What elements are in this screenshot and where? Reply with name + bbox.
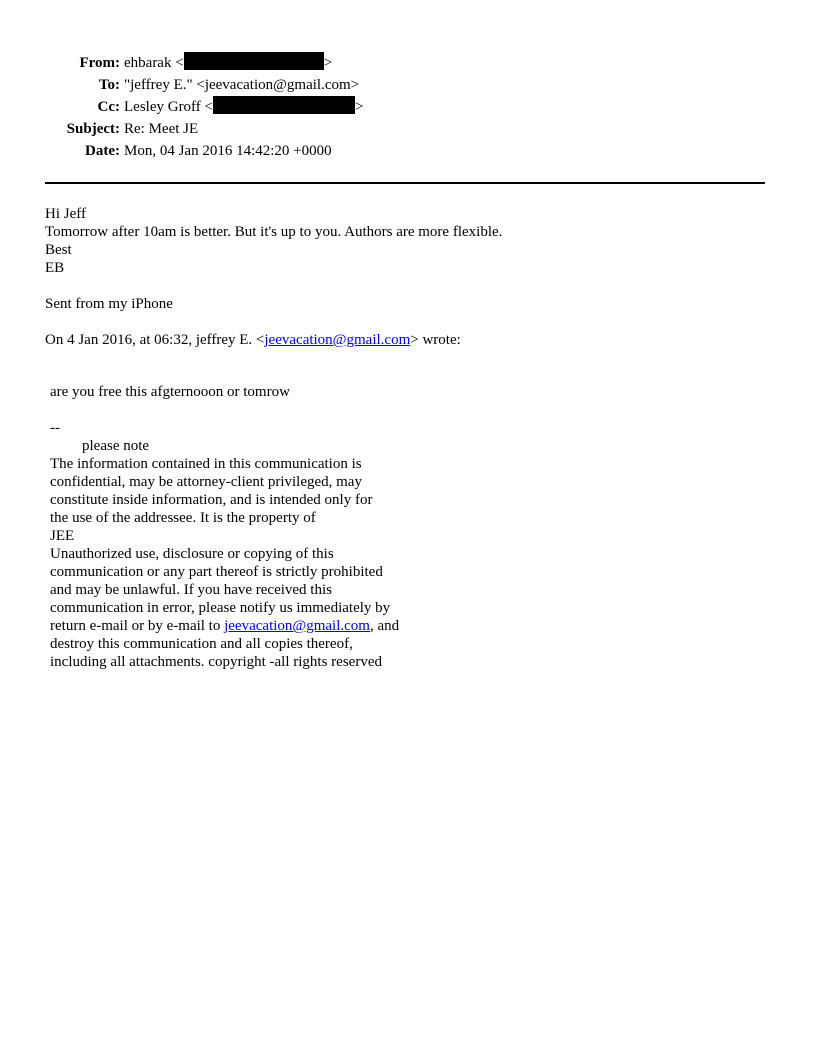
reply-attribution: [45, 331, 502, 349]
subject-value: Re: Meet JE: [124, 121, 199, 137]
reply-suffix: > wrote:: [410, 332, 461, 348]
header-divider: [45, 182, 765, 184]
cc-label: Cc:: [97, 99, 120, 115]
disclaimer-return-line: [50, 617, 399, 635]
disclaimer-line: JEE: [50, 528, 75, 544]
disclaimer-email-link[interactable]: jeevacation@gmail.com: [224, 618, 370, 634]
date-value: Mon, 04 Jan 2016 14:42:20 +0000: [124, 143, 332, 159]
disclaimer-line: destroy this communication and all copies thereof,: [50, 636, 353, 652]
reply-email-link[interactable]: jeevacation@gmail.com: [264, 332, 411, 348]
quoted-question: are you free this afgternooon or tomrow: [50, 384, 290, 400]
return-suffix: , and: [369, 618, 400, 634]
from-value: [124, 52, 363, 74]
signature: EB: [45, 260, 65, 276]
disclaimer-line: Unauthorized use, disclosure or copying of this: [50, 546, 334, 562]
cc-close: >: [355, 99, 364, 115]
please-note: please note: [82, 438, 150, 454]
to-row: [45, 74, 363, 96]
email-header: [45, 52, 363, 162]
quoted-message: [50, 383, 399, 671]
signature-dashes: --: [50, 420, 60, 436]
disclaimer-line: communication in error, please notify us immediately by: [50, 600, 391, 616]
to-value: "jeffrey E." <jeevacation@gmail.com>: [124, 77, 360, 93]
from-name: ehbarak <: [124, 55, 184, 71]
disclaimer-line: including all attachments. copyright -all rights reserved: [50, 654, 382, 670]
disclaimer-line: communication or any part thereof is strictly prohibited: [50, 564, 383, 580]
cc-value: [124, 96, 363, 118]
message-body: [45, 205, 502, 349]
greeting: Hi Jeff: [45, 206, 86, 222]
disclaimer-line: the use of the addressee. It is the property of: [50, 510, 316, 526]
redaction-block: [213, 96, 355, 114]
disclaimer-line: constitute inside information, and is intended only for: [50, 492, 373, 508]
redaction-block: [184, 52, 324, 70]
cc-row: [45, 96, 363, 118]
return-prefix: return e-mail or by e-mail to: [50, 618, 225, 634]
disclaimer-line: The information contained in this communication is: [50, 456, 362, 472]
date-label: Date:: [85, 143, 120, 159]
cc-name: Lesley Groff <: [124, 99, 213, 115]
subject-label: Subject:: [66, 121, 120, 137]
from-row: [45, 52, 363, 74]
closing: Best: [45, 242, 72, 258]
reply-prefix: On 4 Jan 2016, at 06:32, jeffrey E. <: [45, 332, 265, 348]
to-label: To:: [98, 77, 120, 93]
disclaimer-line: and may be unlawful. If you have received this: [50, 582, 332, 598]
from-close: >: [323, 55, 333, 71]
from-label: From:: [79, 55, 120, 71]
disclaimer-line: confidential, may be attorney-client privileged, may: [50, 474, 362, 490]
subject-row: [45, 118, 363, 140]
date-row: [45, 140, 363, 162]
sent-from: Sent from my iPhone: [45, 296, 173, 312]
message-line: Tomorrow after 10am is better. But it's up to you. Authors are more flexible.: [45, 224, 503, 240]
